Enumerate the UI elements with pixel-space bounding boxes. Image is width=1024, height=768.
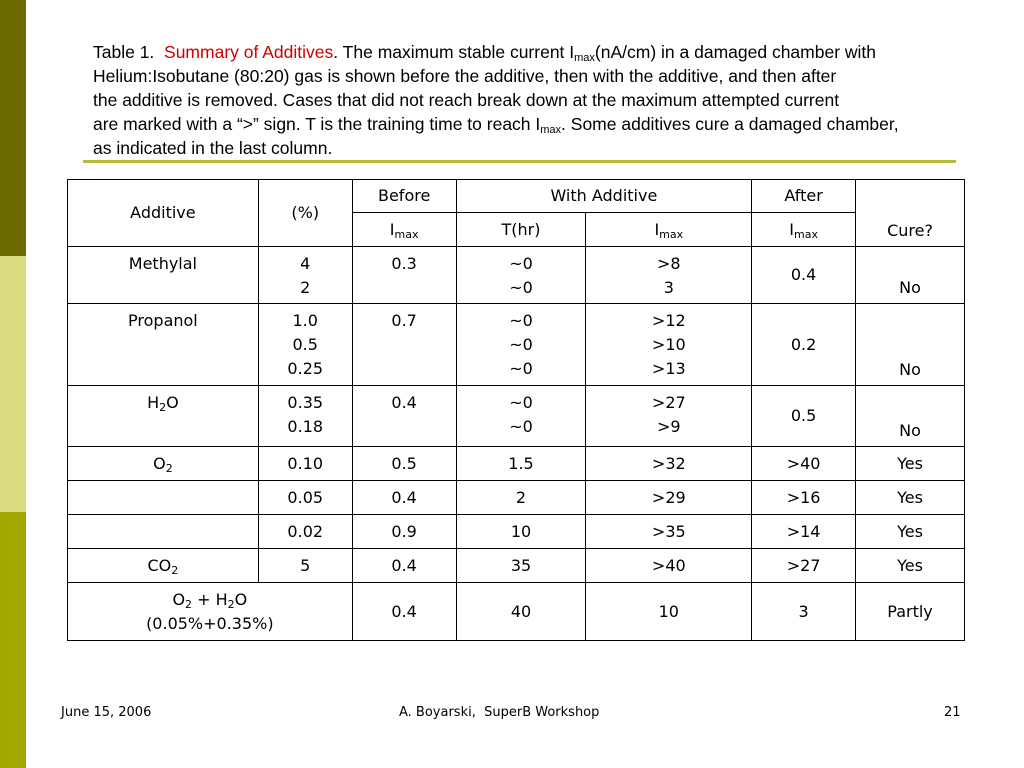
footer-date: June 15, 2006 bbox=[61, 705, 152, 720]
cell-before: 0.7 bbox=[352, 304, 456, 386]
caption-line-3: the additive is removed. Cases that did not reach break down at the maximum attempted current bbox=[93, 90, 840, 110]
sidebar-stripe-top bbox=[0, 0, 26, 256]
cell-percent bbox=[258, 304, 352, 386]
cell-t: 35 bbox=[456, 549, 586, 583]
footer-author: A. Boyarski, SuperB Workshop bbox=[399, 705, 600, 720]
imax-label: I bbox=[654, 219, 660, 239]
cell-t: 1.5 bbox=[456, 447, 586, 481]
cell-percent bbox=[258, 386, 352, 447]
caption-table-number: Table 1. bbox=[93, 42, 155, 62]
table-row-o2-a bbox=[68, 447, 965, 481]
cell-additive bbox=[68, 583, 353, 641]
cell-t bbox=[456, 304, 586, 386]
caption-line-1 bbox=[93, 40, 1018, 64]
cell-before: 0.5 bbox=[352, 447, 456, 481]
caption-line-2: Helium:Isobutane (80:20) gas is shown before the additive, then with the additive, and then after bbox=[93, 66, 837, 86]
cell-after: >27 bbox=[752, 549, 856, 583]
cell-line: 1.0 bbox=[292, 311, 318, 330]
cell-before: 0.4 bbox=[352, 386, 456, 447]
cell-additive bbox=[68, 515, 259, 549]
formula-part: O bbox=[172, 589, 186, 609]
cell-line: >27 bbox=[651, 393, 686, 412]
cell-imax bbox=[586, 247, 752, 304]
cell-percent: 0.05 bbox=[258, 481, 352, 515]
sidebar-stripe-middle bbox=[0, 256, 26, 512]
cell-after: 0.4 bbox=[752, 247, 856, 304]
table-row-o2-c bbox=[68, 515, 965, 549]
cell-additive: Propanol bbox=[68, 304, 259, 386]
cell-line: 4 bbox=[300, 254, 311, 273]
cell-imax: >35 bbox=[586, 515, 752, 549]
cell-cure: No bbox=[856, 247, 965, 304]
formula-part: H bbox=[147, 393, 160, 412]
cell-line: ~0 bbox=[509, 278, 533, 297]
cell-line: >10 bbox=[651, 335, 686, 354]
imax-sub: max bbox=[394, 227, 419, 241]
table-row-methylal bbox=[68, 247, 965, 304]
header-percent: (%) bbox=[258, 180, 352, 247]
formula-sub: 2 bbox=[165, 461, 173, 475]
caption-text-4a: are marked with a “>” sign. T is the training time to reach I bbox=[93, 114, 541, 134]
cell-after: 0.5 bbox=[752, 386, 856, 447]
cell-imax bbox=[586, 386, 752, 447]
cell-imax: >40 bbox=[586, 549, 752, 583]
cell-imax bbox=[586, 304, 752, 386]
cell-additive: Methylal bbox=[68, 247, 259, 304]
cell-percent: 5 bbox=[258, 549, 352, 583]
cell-percent: 0.10 bbox=[258, 447, 352, 481]
cell-imax: 10 bbox=[586, 583, 752, 641]
cell-t bbox=[456, 247, 586, 304]
cell-additive bbox=[68, 447, 259, 481]
formula-part: O bbox=[153, 453, 166, 473]
cell-t: 40 bbox=[456, 583, 586, 641]
cell-line: ~0 bbox=[509, 359, 533, 378]
cell-additive bbox=[68, 549, 259, 583]
cell-before: 0.4 bbox=[352, 583, 456, 641]
formula-part: O bbox=[234, 589, 248, 609]
cell-line: ~0 bbox=[509, 335, 533, 354]
cell-line: >9 bbox=[657, 417, 681, 436]
table-row-propanol bbox=[68, 304, 965, 386]
header-before-imax bbox=[352, 213, 456, 247]
formula-part: O bbox=[166, 393, 179, 412]
cell-percent bbox=[258, 247, 352, 304]
imax-sub: max bbox=[793, 227, 818, 241]
cell-line: >12 bbox=[651, 311, 686, 330]
cell-cure: Yes bbox=[856, 549, 965, 583]
cell-after: >16 bbox=[752, 481, 856, 515]
cell-t: 10 bbox=[456, 515, 586, 549]
cell-line: 2 bbox=[300, 278, 311, 297]
header-before: Before bbox=[352, 180, 456, 213]
cell-cure: No bbox=[856, 304, 965, 386]
formula-sub: 2 bbox=[171, 563, 179, 577]
cell-line: >13 bbox=[651, 359, 686, 378]
cell-after: >40 bbox=[752, 447, 856, 481]
cell-t bbox=[456, 386, 586, 447]
table-row-h2o bbox=[68, 386, 965, 447]
cell-additive bbox=[68, 481, 259, 515]
caption-sub-1: max bbox=[574, 52, 595, 64]
sidebar-stripe-bottom bbox=[0, 512, 26, 768]
cell-cure: Yes bbox=[856, 515, 965, 549]
header-additive: Additive bbox=[68, 180, 259, 247]
header-after-imax bbox=[752, 213, 856, 247]
header-with-additive: With Additive bbox=[456, 180, 752, 213]
page-number: 21 bbox=[944, 705, 961, 720]
table-row-o2-h2o bbox=[68, 583, 965, 641]
caption-text-1b: (nA/cm) in a damaged chamber with bbox=[594, 42, 877, 62]
formula-sub: 2 bbox=[159, 401, 167, 414]
cell-after: >14 bbox=[752, 515, 856, 549]
table-row-o2-b bbox=[68, 481, 965, 515]
cell-cure: Yes bbox=[856, 447, 965, 481]
table-row-co2 bbox=[68, 549, 965, 583]
cell-percent: 0.02 bbox=[258, 515, 352, 549]
imax-label: I bbox=[389, 219, 395, 239]
cell-before: 0.4 bbox=[352, 481, 456, 515]
formula-sub: 2 bbox=[185, 597, 193, 611]
cell-line: 0.18 bbox=[287, 417, 324, 436]
formula-sub: 2 bbox=[227, 597, 235, 611]
divider-rule bbox=[83, 160, 956, 163]
header-cure: Cure? bbox=[856, 180, 965, 247]
header-thr: T(hr) bbox=[456, 213, 586, 247]
cell-line: 0.25 bbox=[287, 359, 324, 378]
cell-before: 0.3 bbox=[352, 247, 456, 304]
cell-imax: >29 bbox=[586, 481, 752, 515]
cell-cure: Yes bbox=[856, 481, 965, 515]
cell-line: ~0 bbox=[509, 311, 533, 330]
imax-sub: max bbox=[659, 227, 684, 241]
cell-line: 0.35 bbox=[287, 393, 324, 412]
cell-after: 3 bbox=[752, 583, 856, 641]
cell-t: 2 bbox=[456, 481, 586, 515]
cell-cure: Partly bbox=[856, 583, 965, 641]
caption-line-4 bbox=[93, 112, 1018, 136]
formula-part: + H bbox=[192, 589, 228, 609]
cell-line: ~0 bbox=[509, 254, 533, 273]
additives-table bbox=[67, 179, 965, 641]
caption-text-4b: . Some additives cure a damaged chamber, bbox=[561, 114, 899, 134]
table-caption bbox=[93, 40, 1018, 160]
cell-line bbox=[72, 588, 348, 612]
imax-label: I bbox=[789, 219, 794, 239]
caption-text-1a: . The maximum stable current I bbox=[333, 42, 575, 62]
cell-line: (0.05%+0.35%) bbox=[146, 613, 274, 633]
formula-part: CO bbox=[147, 555, 172, 575]
cell-before: 0.9 bbox=[352, 515, 456, 549]
header-with-imax bbox=[586, 213, 752, 247]
cell-additive bbox=[68, 386, 259, 447]
cell-before: 0.4 bbox=[352, 549, 456, 583]
cell-line: >8 bbox=[657, 254, 681, 273]
cell-line: ~0 bbox=[509, 417, 533, 436]
cell-cure: No bbox=[856, 386, 965, 447]
caption-sub-4: max bbox=[540, 124, 562, 136]
caption-line-5: as indicated in the last column. bbox=[93, 138, 333, 158]
cell-line: 3 bbox=[663, 278, 674, 297]
cell-line: 0.5 bbox=[292, 335, 318, 354]
cell-line: ~0 bbox=[509, 393, 533, 412]
header-row-1 bbox=[68, 180, 965, 213]
caption-title: Summary of Additives bbox=[164, 42, 334, 62]
header-after: After bbox=[752, 180, 856, 213]
cell-after: 0.2 bbox=[752, 304, 856, 386]
cell-imax: >32 bbox=[586, 447, 752, 481]
